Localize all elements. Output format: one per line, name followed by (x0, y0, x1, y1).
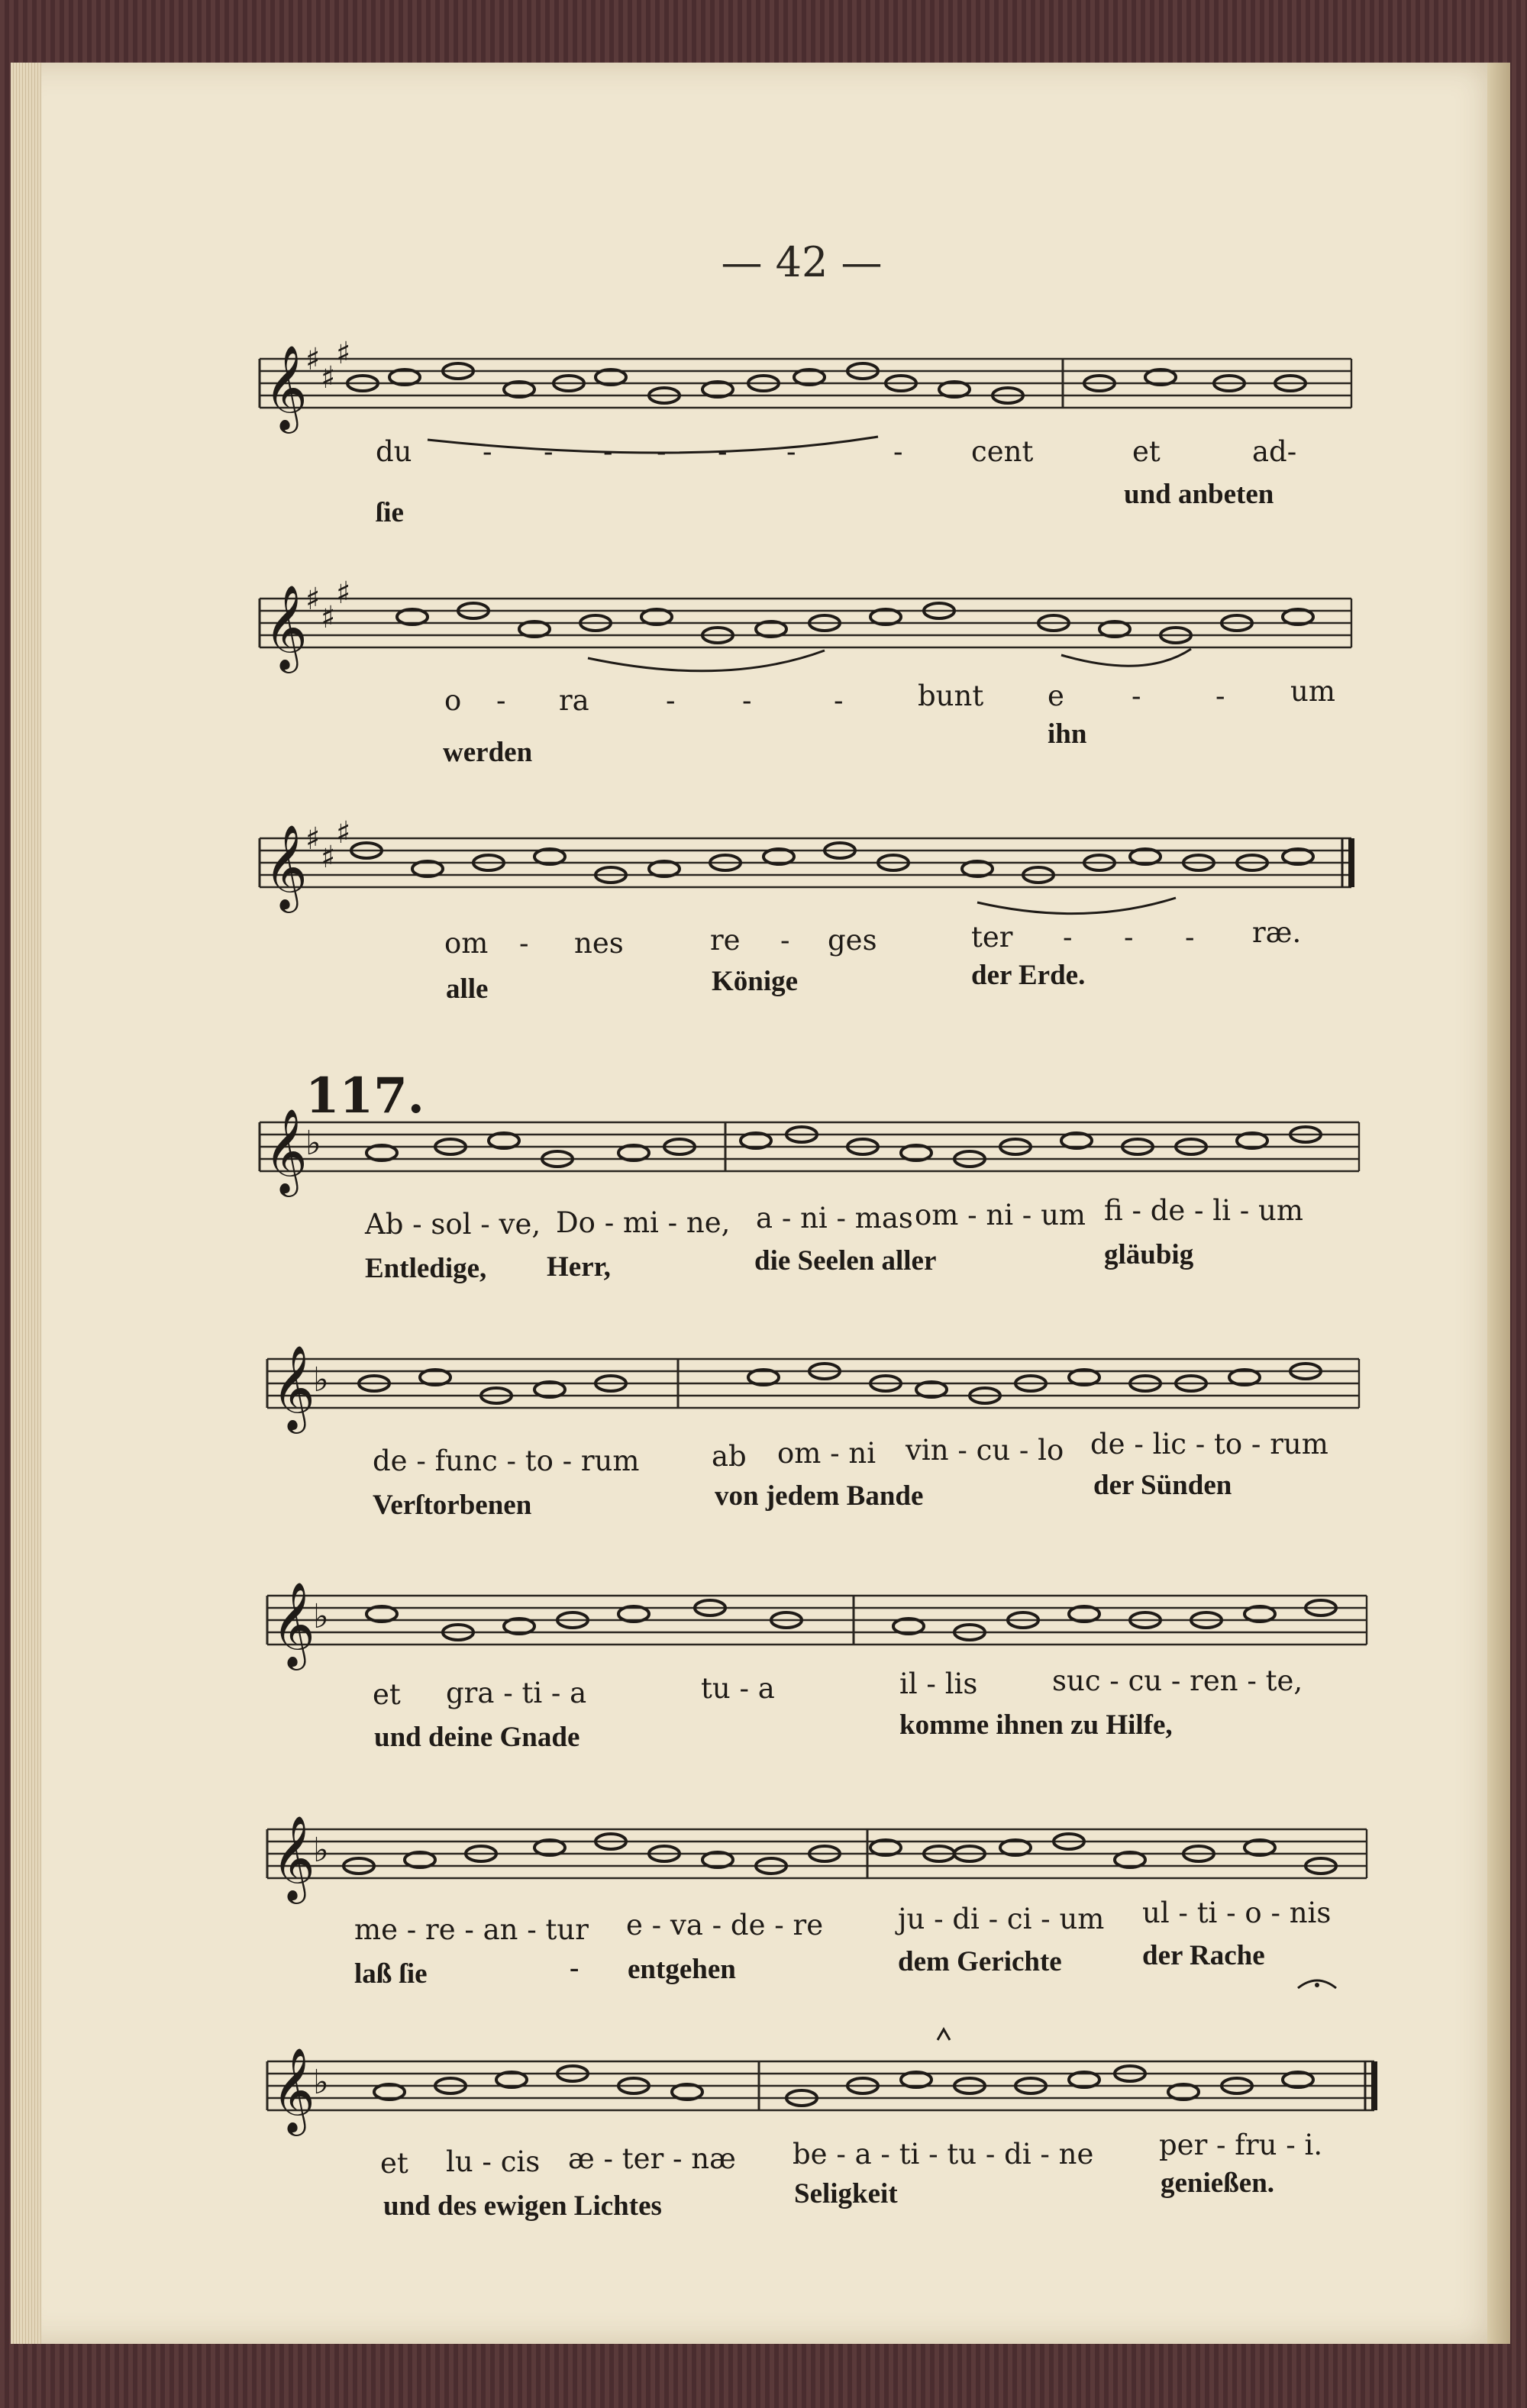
german-lyric: und anbeten (1124, 479, 1274, 510)
lyric: - (483, 435, 492, 468)
german-lyric: der Erde. (971, 960, 1086, 991)
lyric: be - a - ti - tu - di - ne (793, 2138, 1094, 2171)
chant-number: 117. (305, 1067, 425, 1125)
lyric: ra (559, 684, 589, 717)
lyric: - (780, 924, 790, 957)
german-lyric: alle (446, 973, 489, 1005)
german-lyric: dem Gerichte (898, 1946, 1062, 1977)
lyric: æ - ter - næ (568, 2142, 736, 2175)
fermata-dot (1315, 1983, 1319, 1987)
lyric: cent (971, 435, 1034, 468)
lyric: et (373, 1678, 401, 1711)
lyric: vin - cu - lo (906, 1434, 1064, 1467)
lyric: ter (971, 921, 1013, 954)
sharp-sign: ♯ (336, 576, 351, 611)
treble-clef: 𝄞 (272, 1581, 315, 1667)
treble-clef: 𝄞 (264, 344, 308, 430)
treble-clef: 𝄞 (264, 584, 308, 670)
slur (1061, 649, 1191, 666)
lyric: - (742, 684, 752, 717)
german-lyric: Herr, (547, 1251, 611, 1283)
lyric: - (1124, 921, 1134, 954)
treble-clef: 𝄞 (272, 1344, 315, 1430)
german-lyric: komme ihnen zu Hilfe, (899, 1709, 1173, 1741)
sharp-sign: ♯ (321, 600, 336, 635)
lyric: - (1215, 679, 1225, 712)
sharp-sign: ♯ (321, 360, 336, 395)
lyric: - (1185, 921, 1195, 954)
lyric: - (603, 435, 613, 468)
lyric: bunt (918, 679, 984, 712)
german-lyric: Verſtorbenen (373, 1490, 532, 1521)
lyric: me - re - an - tur (354, 1913, 589, 1946)
lyric: om - ni - um (915, 1199, 1086, 1231)
flat-sign: ♭ (305, 1124, 321, 1163)
lyric: et (1132, 435, 1161, 468)
german-lyric: Könige (712, 966, 799, 997)
slur (977, 898, 1176, 914)
lyric: om - ni (777, 1437, 876, 1470)
accent-mark (938, 2029, 950, 2040)
lyric: Do - mi - ne, (556, 1206, 731, 1239)
lyric: - (786, 435, 796, 468)
german-lyric: der Sünden (1093, 1470, 1232, 1501)
german-lyric: ſie (376, 497, 404, 528)
lyric: nes (574, 927, 624, 960)
flat-sign: ♭ (313, 1831, 329, 1870)
treble-clef: 𝄞 (272, 2047, 315, 2132)
lyric: per - fru - i. (1159, 2129, 1323, 2161)
sharp-sign: ♯ (305, 582, 321, 617)
lyric: um (1290, 675, 1335, 708)
lyric: re (710, 924, 741, 957)
german-lyric: die Seelen aller (754, 1245, 937, 1277)
treble-clef: 𝄞 (264, 1108, 308, 1193)
slur (428, 437, 878, 453)
treble-clef: 𝄞 (272, 1815, 315, 1900)
lyric: e - va - de - re (626, 1909, 824, 1942)
lyric: lu - cis (446, 2145, 541, 2178)
lyric: de - lic - to - rum (1090, 1428, 1328, 1461)
german-lyric: gläubig (1104, 1239, 1194, 1270)
lyric: ges (828, 924, 877, 957)
lyric: - (666, 684, 676, 717)
german-lyric: - (570, 1952, 579, 1984)
lyric: tu - a (701, 1672, 775, 1705)
lyric: ul - ti - o - nis (1142, 1896, 1332, 1929)
german-lyric: von jedem Bande (715, 1480, 924, 1512)
lyric: - (544, 435, 554, 468)
german-lyric: werden (443, 737, 533, 768)
lyric: du (376, 435, 412, 468)
lyric: fi - de - li - um (1104, 1194, 1303, 1227)
german-lyric: Seligkeit (794, 2178, 898, 2209)
lyric: ad- (1252, 435, 1297, 468)
lyric: ju - di - ci - um (898, 1903, 1105, 1935)
flat-sign: ♭ (313, 1597, 329, 1636)
lyric: e (1048, 679, 1064, 712)
lyric: - (834, 684, 844, 717)
sharp-sign: ♯ (305, 821, 321, 857)
lyric: o (444, 684, 462, 717)
treble-clef: 𝄞 (264, 824, 308, 909)
lyric: - (496, 684, 506, 717)
lyric: ræ. (1252, 916, 1302, 949)
lyric: - (893, 435, 903, 468)
lyric: Ab - sol - ve, (365, 1208, 541, 1241)
flat-sign: ♭ (313, 2063, 329, 2102)
lyric: om (444, 927, 489, 960)
german-lyric: Entledige, (365, 1253, 487, 1284)
lyric: gra - ti - a (446, 1677, 587, 1709)
german-lyric: der Rache (1142, 1940, 1265, 1971)
sharp-sign: ♯ (305, 342, 321, 377)
slur (588, 650, 825, 671)
lyric: - (1063, 921, 1073, 954)
sharp-sign: ♯ (336, 336, 351, 371)
lyric: et (380, 2147, 408, 2180)
german-lyric: entgehen (628, 1954, 736, 1985)
lyric: suc - cu - ren - te, (1052, 1664, 1303, 1697)
sharp-sign: ♯ (321, 840, 336, 875)
lyric: de - func - to - rum (373, 1444, 640, 1477)
german-lyric: laß ſie (354, 1958, 428, 1990)
page-number: — 42 — (721, 238, 883, 286)
lyric: il - lis (899, 1667, 978, 1700)
german-lyric: und des ewigen Lichtes (383, 2190, 662, 2222)
german-lyric: ihn (1048, 718, 1087, 750)
lyric: ab (712, 1440, 747, 1473)
lyric: - (718, 435, 728, 468)
german-lyric: genießen. (1161, 2168, 1275, 2199)
flat-sign: ♭ (313, 1361, 329, 1399)
lyric: - (519, 927, 529, 960)
lyric: - (1132, 679, 1141, 712)
lyric: a - ni - mas (756, 1202, 913, 1235)
german-lyric: und deine Gnade (374, 1722, 580, 1753)
lyric: - (657, 435, 667, 468)
sharp-sign: ♯ (336, 815, 351, 851)
